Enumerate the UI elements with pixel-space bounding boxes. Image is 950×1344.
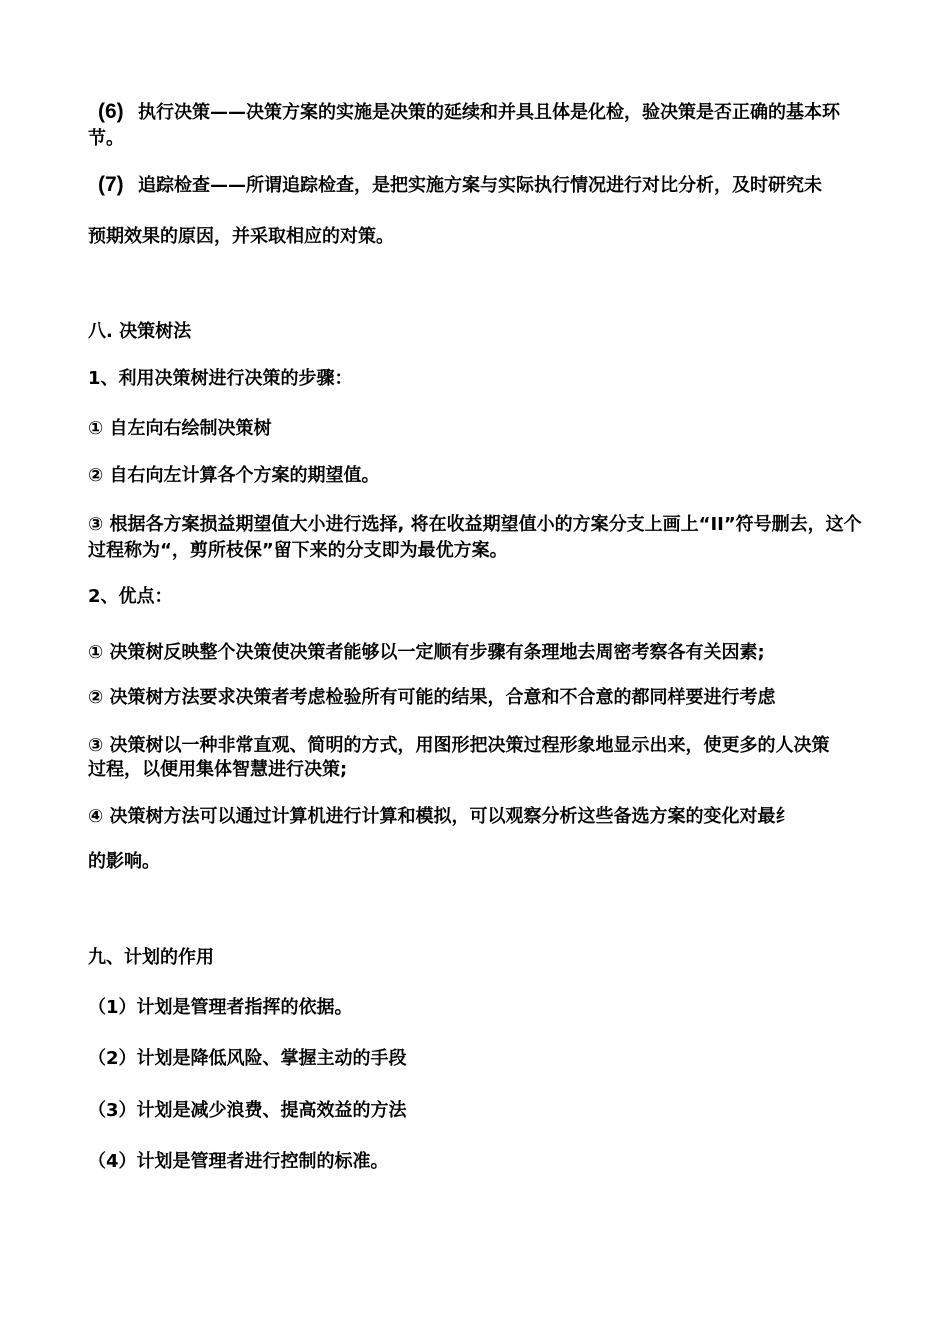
step-7-line: [88, 174, 822, 197]
step-7-continuation: 预期效果的原因，并采取相应的对策。: [88, 226, 394, 247]
step-7-text: 追踪检查——所谓追踪检查，是把实施方案与实际执行情况进行对比分析，及时研究未: [137, 175, 822, 196]
section-9-item-1: （1）计划是管理者指挥的依据。: [88, 997, 353, 1018]
section-9-item-2: （2）计划是降低风险、掌握主动的手段: [88, 1048, 407, 1069]
advantage-4: ④ 决策树方法可以通过计算机进行计算和模拟，可以观察分析这些备选方案的变化对最纟: [88, 806, 794, 827]
step-6-line: [88, 101, 840, 124]
section-9-item-3: （3）计划是减少浪费、提高效益的方法: [88, 1100, 407, 1121]
section-8-step-2: ② 自右向左计算各个方案的期望值。: [88, 465, 380, 486]
section-9-heading: 九、计划的作用: [88, 947, 214, 968]
section-9-item-4: （4）计划是管理者进行控制的标准。: [88, 1151, 389, 1172]
advantage-2: ② 决策树方法要求决策者考虑检验所有可能的结果，合意和不合意的都同样要进行考虑: [88, 687, 776, 708]
step-6-text: 执行决策——决策方案的实施是决策的延续和并具且体是化检，验决策是否正确的基本环: [137, 102, 840, 123]
step-6-number: (6): [98, 101, 124, 123]
section-8-steps-title: 1、利用决策树进行决策的步骤：: [88, 368, 353, 389]
section-8-heading: 八. 决策树法: [88, 321, 192, 342]
advantage-3-continuation: 过程，以便用集体智慧进行决策;: [88, 759, 348, 780]
advantage-1: ① 决策树反映整个决策使决策者能够以一定顺有步骤有条理地去周密考察各有关因素;: [88, 642, 765, 663]
advantage-4-continuation: 的影响。: [88, 851, 160, 872]
section-8-step-1: ① 自左向右绘制决策树: [88, 418, 272, 439]
step-6-continuation: 节。: [88, 128, 124, 149]
section-8-advantages-title: 2、优点：: [88, 586, 173, 607]
section-8-step-3-continuation: 过程称为“，剪所枝保”留下来的分支即为最优方案。: [88, 540, 508, 561]
step-7-number: (7): [98, 174, 124, 196]
advantage-3: ③ 决策树以一种非常直观、简明的方式，用图形把决策过程形象地显示出来，使更多的人决策: [88, 735, 830, 756]
section-8-step-3: ③ 根据各方案损益期望值大小进行选择, 将在收益期望值小的方案分支上画上“II”符号删去，这个: [88, 514, 862, 535]
